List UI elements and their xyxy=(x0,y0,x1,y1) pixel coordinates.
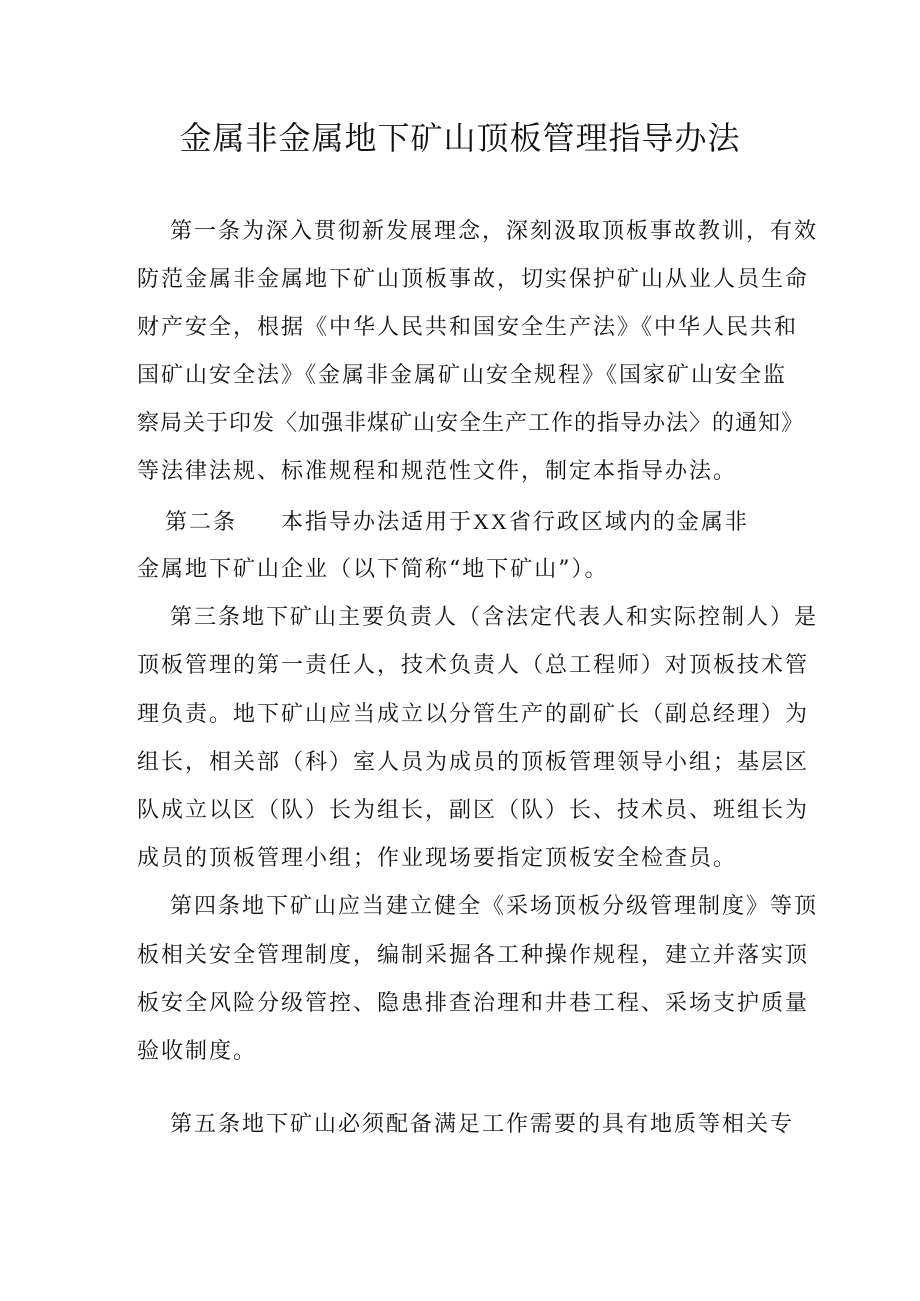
article4-line-1: 第四条地下矿山应当建立健全《采场顶板分级管理制度》等顶 xyxy=(170,894,819,919)
article2-line-1 xyxy=(165,506,749,539)
article3-line-4: 组长，相关部（科）室人员为成员的顶板管理领导小组；基层区 xyxy=(137,750,810,775)
article5-line-1: 第五条地下矿山必须配备满足工作需要的具有地质等相关专 xyxy=(170,1112,795,1137)
article2-text-before: 本指导办法适用于 xyxy=(281,510,474,535)
article1-line-2: 防范金属非金属地下矿山顶板事故，切实保护矿山从业人员生命 xyxy=(137,267,810,292)
article3-line-3: 理负责。地下矿山应当成立以分管生产的副矿长（副总经理）为 xyxy=(137,702,810,727)
article3-line-1: 第三条地下矿山主要负责人（含法定代表人和实际控制人）是 xyxy=(170,605,819,630)
article4-line-3: 板安全风险分级管控、隐患排查治理和井巷工程、采场支护质量 xyxy=(137,991,810,1016)
article3-line-6: 成员的顶板管理小组；作业现场要指定顶板安全检查员。 xyxy=(137,846,738,871)
article2-placeholder: XX xyxy=(473,509,509,534)
document-title: 金属非金属地下矿山顶板管理指导办法 xyxy=(179,119,741,157)
article4-line-2: 板相关安全管理制度，编制采掘各工种操作规程，建立并落实顶 xyxy=(137,943,810,968)
article1-line-5: 察局关于印发〈加强非煤矿山安全生产工作的指导办法〉的通知》 xyxy=(137,411,805,436)
article1-line-4: 国矿山安全法》《金属非金属矿山安全规程》《国家矿山安全监 xyxy=(137,363,788,388)
article1-line-6: 等法律法规、标准规程和规范性文件，制定本指导办法。 xyxy=(137,459,738,484)
article1-line-3: 财产安全，根据《中华人民共和国安全生产法》《中华人民共和 xyxy=(137,315,799,340)
article3-line-5: 队成立以区（队）长为组长，副区（队）长、技术员、班组长为 xyxy=(137,798,810,823)
article2-label: 第二条 xyxy=(165,510,238,535)
article1-line-1: 第一条为深入贯彻新发展理念，深刻汲取顶板事故教训，有效 xyxy=(170,219,819,244)
article2-line-2: 金属地下矿山企业（以下简称“地下矿山”）。 xyxy=(137,557,609,582)
article4-line-4: 验收制度。 xyxy=(137,1039,258,1064)
article3-line-2: 顶板管理的第一责任人，技术负责人（总工程师）对顶板技术管 xyxy=(137,653,810,678)
article2-text-after: 省行政区域内的金属非 xyxy=(508,510,749,535)
